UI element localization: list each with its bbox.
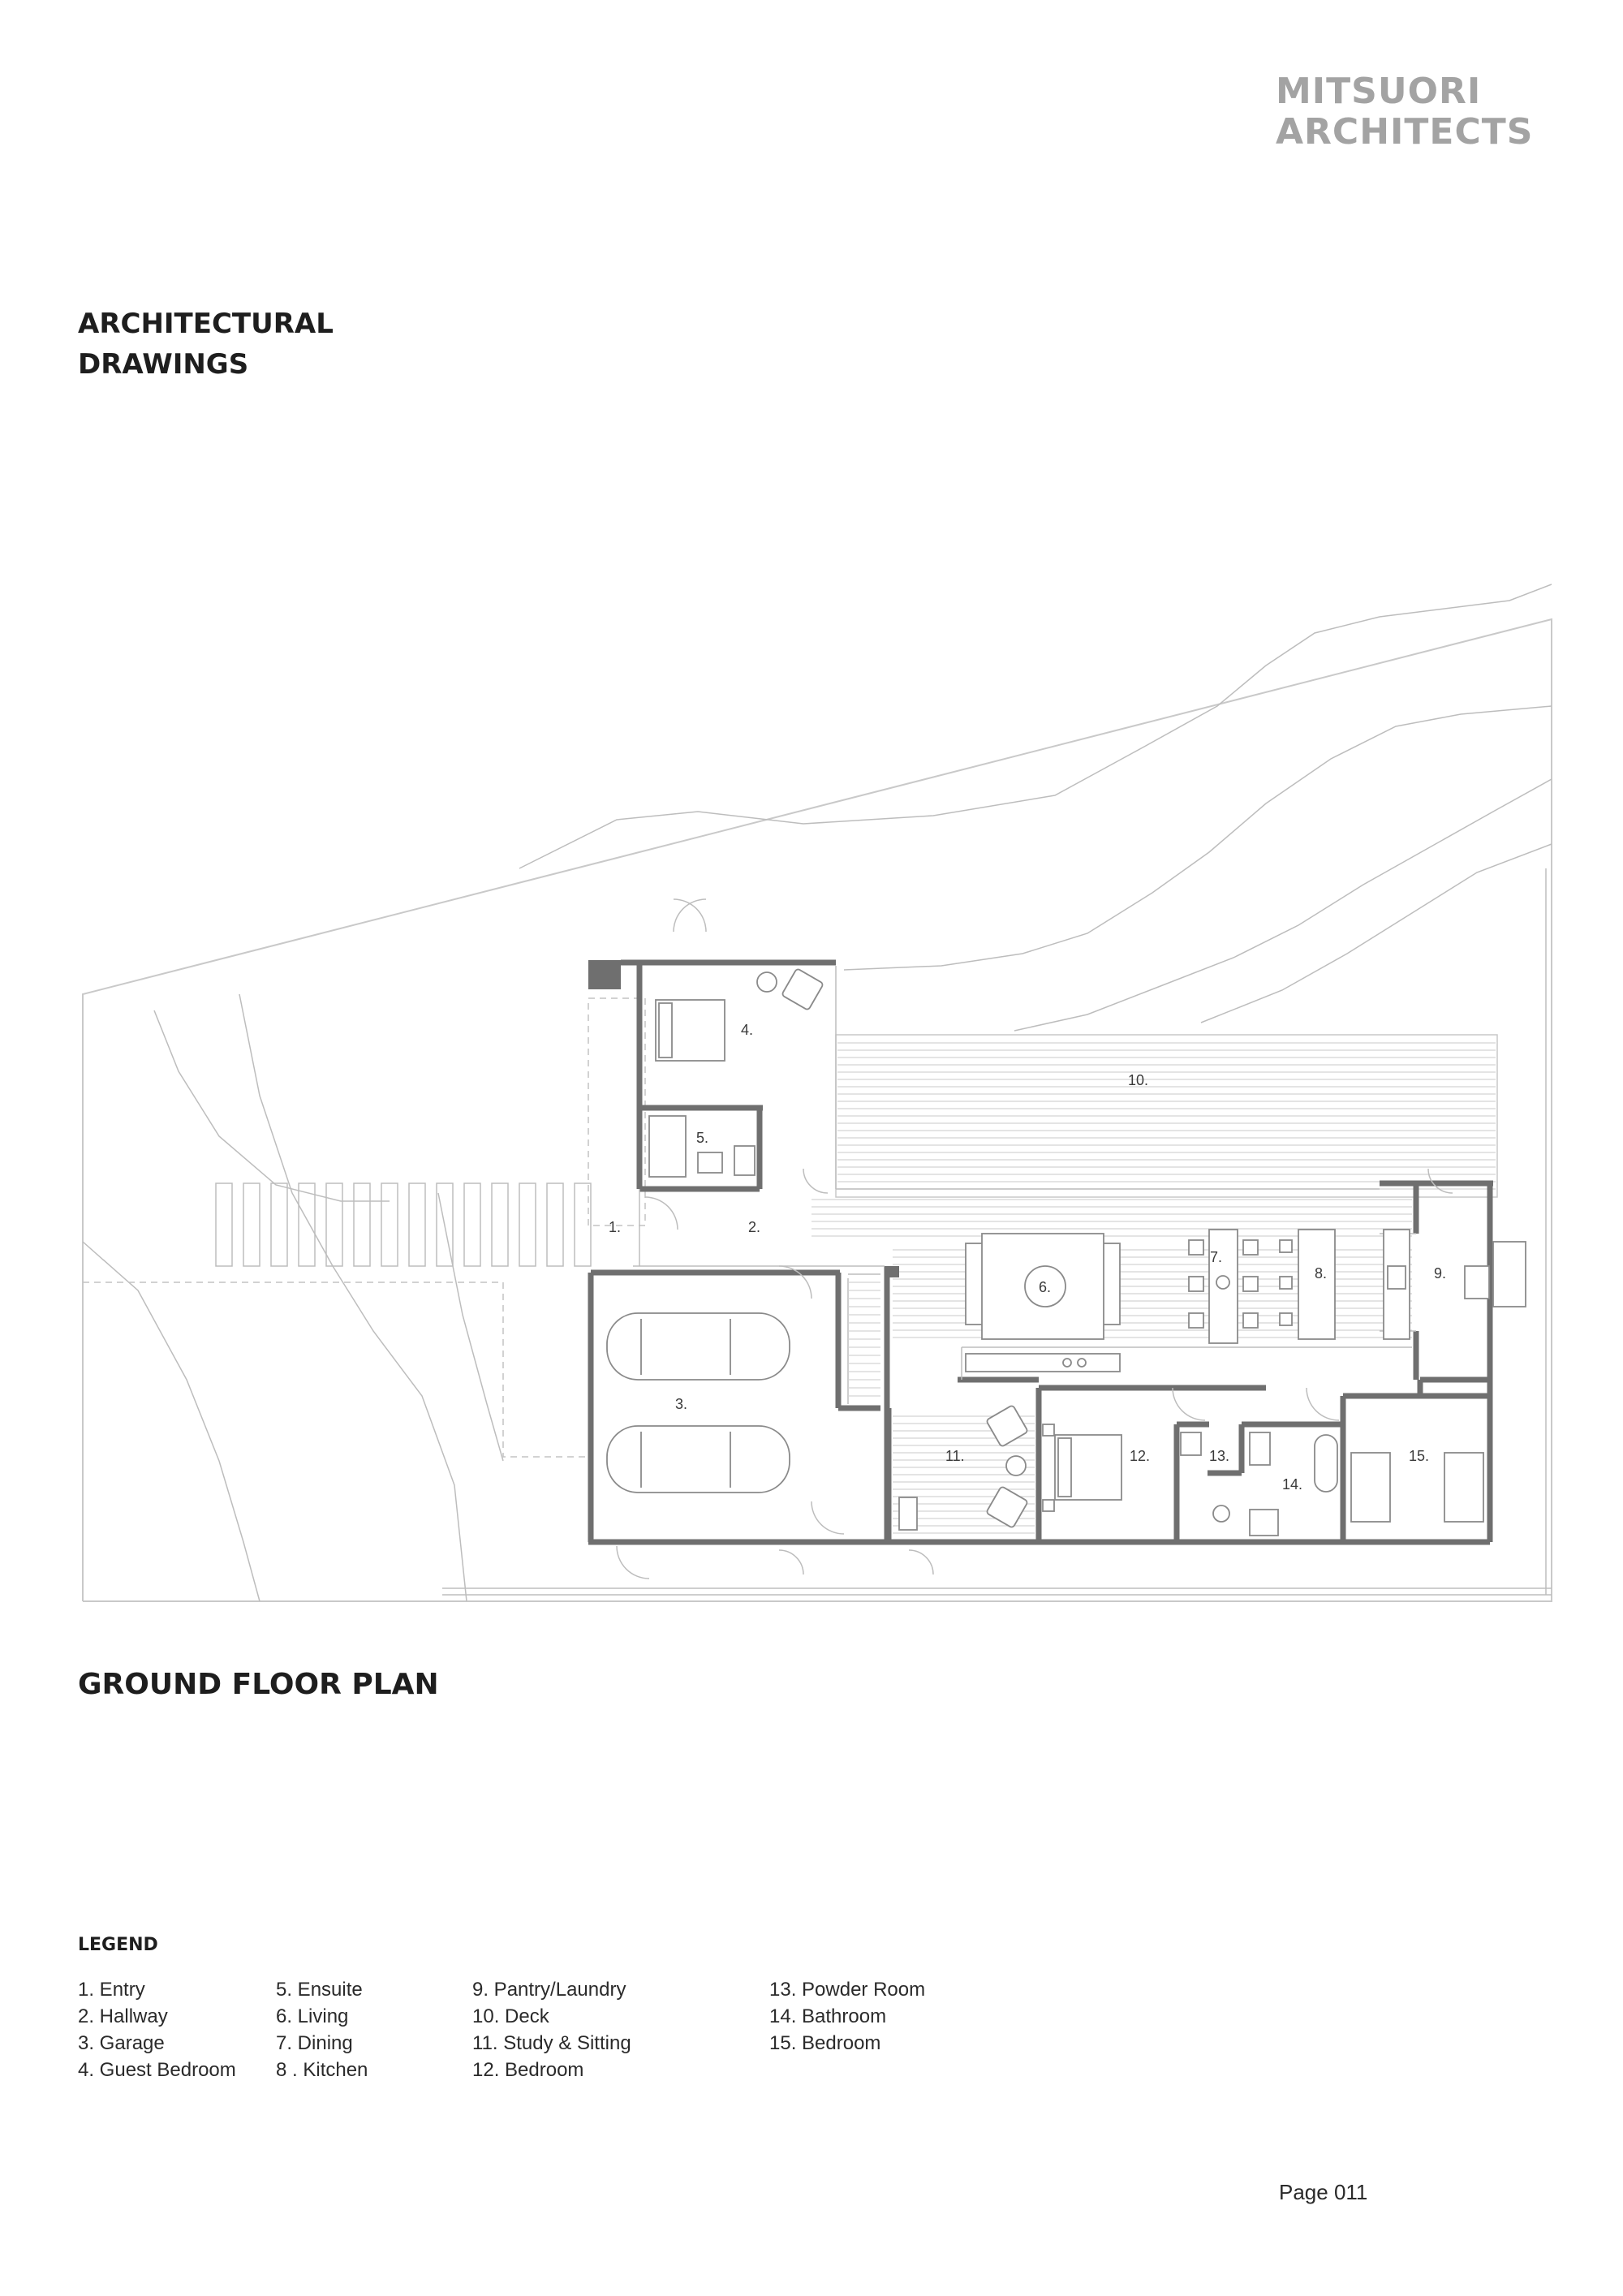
legend-item: 3. Garage xyxy=(78,2032,165,2054)
laundry-fixtures xyxy=(1465,1242,1526,1307)
page-number: Page 011 xyxy=(1279,2180,1368,2204)
contour-line xyxy=(154,1010,390,1201)
legend-column-1 xyxy=(78,1976,236,2083)
room-label-study: 11. xyxy=(945,1448,965,1464)
legend-item: 14. Bathroom xyxy=(769,2005,887,2027)
room-label-ensuite: 5. xyxy=(696,1130,709,1146)
side-table xyxy=(1006,1456,1026,1475)
legend-item: 12. Bedroom xyxy=(472,2059,584,2081)
legend-item: 2. Hallway xyxy=(78,2005,168,2027)
room-label-deck: 10. xyxy=(1128,1072,1149,1088)
deck-boards xyxy=(837,1043,1496,1189)
room-label-pantry: 9. xyxy=(1434,1265,1447,1282)
dining-table-icon xyxy=(1189,1230,1258,1343)
legend-item: 8 . Kitchen xyxy=(276,2059,368,2081)
room-label-kitchen: 8. xyxy=(1315,1265,1328,1282)
legend-item: 4. Guest Bedroom xyxy=(78,2059,236,2081)
car-icon xyxy=(607,1313,790,1380)
tv-unit xyxy=(966,1354,1120,1372)
armchair-icon xyxy=(986,1405,1028,1447)
section-title-line-2: DRAWINGS xyxy=(78,348,249,381)
plan-title: GROUND FLOOR PLAN xyxy=(78,1668,439,1701)
bed-icon xyxy=(656,1000,725,1061)
car-icon xyxy=(607,1426,790,1493)
armchair-icon xyxy=(986,1486,1028,1528)
room-label-guest-bedroom: 4. xyxy=(741,1022,754,1038)
legend-item: 6. Living xyxy=(276,2005,349,2027)
contour-line xyxy=(1014,779,1552,1031)
brand-line-2: ARCHITECTS xyxy=(1276,111,1534,153)
contour-line xyxy=(83,1242,260,1601)
legend-column-3 xyxy=(472,1976,631,2083)
contour-line xyxy=(438,1193,503,1461)
bed-icon xyxy=(1043,1424,1121,1511)
ensuite-fixtures xyxy=(649,1116,755,1177)
legend-item: 7. Dining xyxy=(276,2032,353,2054)
legend-item: 10. Deck xyxy=(472,2005,549,2027)
room-label-living: 6. xyxy=(1039,1279,1052,1295)
desk xyxy=(899,1497,917,1530)
paving-stones xyxy=(216,1183,591,1266)
contour-line xyxy=(1201,844,1552,1023)
bathroom-fixtures xyxy=(1181,1432,1337,1536)
legend-title: LEGEND xyxy=(78,1935,158,1955)
driveway-outline xyxy=(83,1282,588,1457)
legend-item: 5. Ensuite xyxy=(276,1979,363,2001)
room-label-dining: 7. xyxy=(1210,1249,1223,1265)
legend-item: 9. Pantry/Laundry xyxy=(472,1979,626,2001)
room-label-bedroom-12: 12. xyxy=(1130,1448,1151,1464)
room-label-hallway: 2. xyxy=(748,1219,761,1235)
room-label-garage: 3. xyxy=(675,1396,688,1412)
armchair-icon xyxy=(757,968,824,1010)
room-label-powder: 13. xyxy=(1209,1448,1230,1464)
contour-line xyxy=(239,994,467,1601)
brand-line-1: MITSUORI xyxy=(1276,71,1482,112)
legend-item: 11. Study & Sitting xyxy=(472,2032,631,2054)
steps xyxy=(848,1282,880,1396)
legend-item: 13. Powder Room xyxy=(769,1979,926,2001)
legend-item: 15. Bedroom xyxy=(769,2032,881,2054)
legend-item: 1. Entry xyxy=(78,1979,145,2001)
legend-column-2 xyxy=(276,1976,368,2083)
legend-column-4 xyxy=(769,1976,925,2057)
room-label-bedroom-15: 15. xyxy=(1409,1448,1430,1464)
room-label-bathroom: 14. xyxy=(1282,1476,1303,1493)
section-title-line-1: ARCHITECTURAL xyxy=(78,308,334,340)
room-label-entry: 1. xyxy=(609,1219,622,1235)
